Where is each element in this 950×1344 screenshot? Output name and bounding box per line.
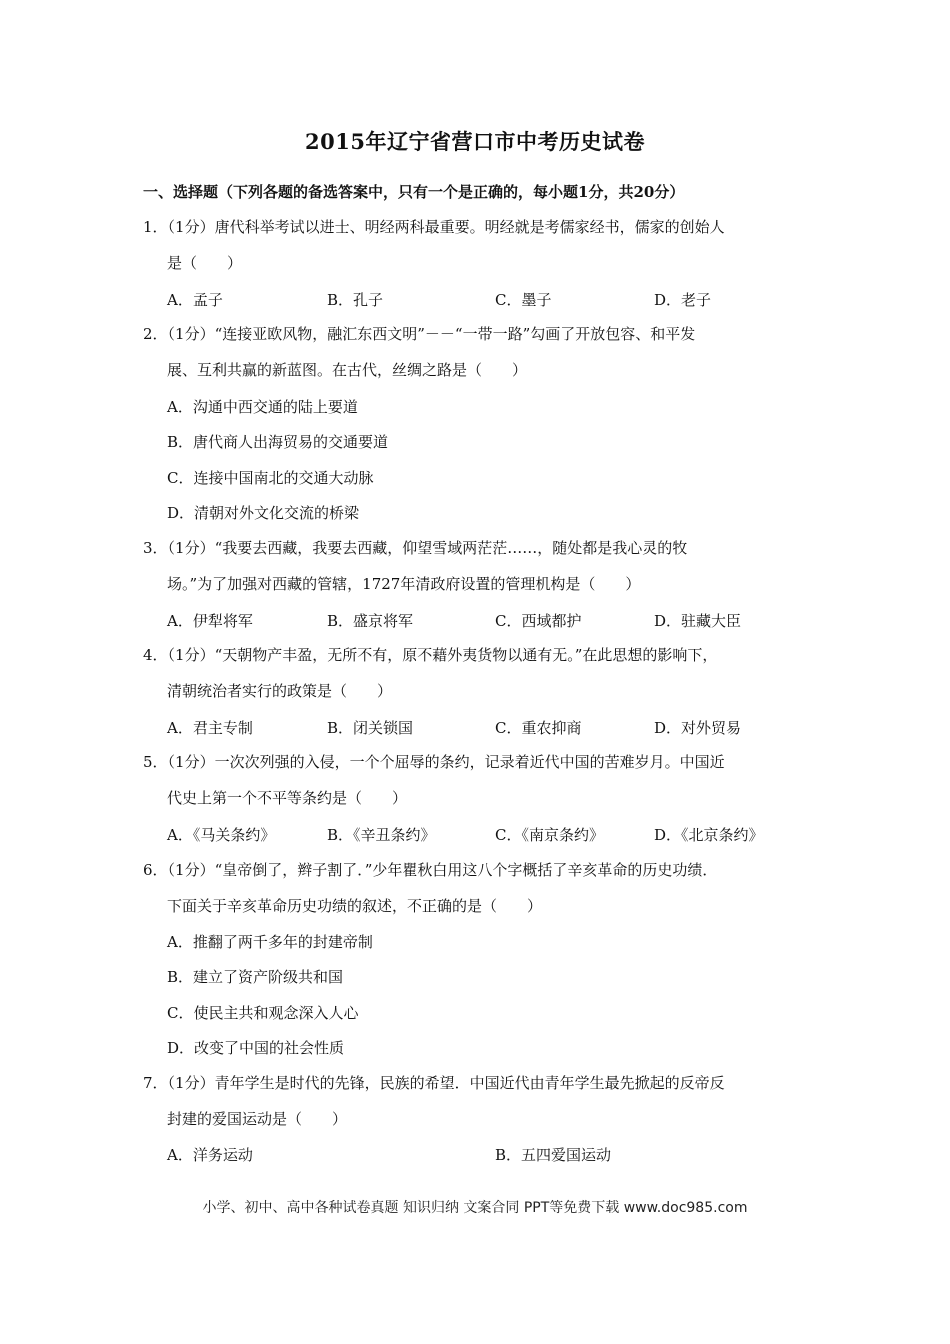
option-d[interactable]: D．改变了中国的社会性质 <box>167 1039 345 1057</box>
question-stem-cont: 是（ ） <box>167 254 243 272</box>
option-b[interactable]: B．盛京将军 <box>327 612 414 630</box>
option-a[interactable]: A．洋务运动 <box>167 1146 253 1164</box>
option-d[interactable]: D．《北京条约》 <box>654 826 764 844</box>
question-stem: 3．（1分）“我要去西藏，我要去西藏，仰望雪域两茫茫……，随处都是我心灵的牧 <box>143 539 688 557</box>
option-c[interactable]: C．连接中国南北的交通大动脉 <box>167 469 374 487</box>
question-stem: 4．（1分）“天朝物产丰盈，无所不有，原不藉外夷货物以通有无。”在此思想的影响下， <box>143 646 718 664</box>
question-4 <box>143 637 823 709</box>
option-b[interactable]: B．孔子 <box>327 291 384 309</box>
question-stem-cont: 清朝统治者实行的政策是（ ） <box>167 682 393 700</box>
option-b[interactable]: B．闭关锁国 <box>327 719 414 737</box>
option-a[interactable]: A．《马关条约》 <box>167 826 276 844</box>
question-2 <box>143 316 823 388</box>
option-b[interactable]: B．唐代商人出海贸易的交通要道 <box>167 433 389 451</box>
question-5 <box>143 744 823 816</box>
page-title: 2015年辽宁省营口市中考历史试卷 <box>305 129 645 154</box>
question-6 <box>143 852 823 924</box>
option-c[interactable]: C．使民主共和观念深入人心 <box>167 1004 359 1022</box>
question-stem-cont: 代史上第一个不平等条约是（ ） <box>167 789 408 807</box>
question-stem-cont: 下面关于辛亥革命历史功绩的叙述，不正确的是（ ） <box>167 897 543 915</box>
question-stem: 2．（1分）“连接亚欧风物，融汇东西文明”－－“一带一路”勾画了开放包容、和平发 <box>143 325 696 343</box>
option-c[interactable]: C．西域都护 <box>495 612 582 630</box>
option-b[interactable]: B．五四爱国运动 <box>495 1146 612 1164</box>
option-d[interactable]: D．对外贸易 <box>654 719 742 737</box>
question-stem-cont: 封建的爱国运动是（ ） <box>167 1110 348 1128</box>
question-1 <box>143 209 823 281</box>
option-d[interactable]: D．老子 <box>654 291 712 309</box>
question-stem-cont: 展、互利共赢的新蓝图。在古代，丝绸之路是（ ） <box>167 361 528 379</box>
option-a[interactable]: A．伊犁将军 <box>167 612 253 630</box>
question-stem-cont: 场。”为了加强对西藏的管辖，1727年清政府设置的管理机构是（ ） <box>167 575 641 593</box>
question-stem: 5．（1分）一次次列强的入侵，一个个屈辱的条约，记录着近代中国的苦难岁月。中国近 <box>143 753 725 771</box>
question-stem: 6．（1分）“皇帝倒了，辫子割了．”少年瞿秋白用这八个字概括了辛亥革命的历史功绩． <box>143 861 718 879</box>
option-c[interactable]: C．重农抑商 <box>495 719 582 737</box>
option-b[interactable]: B．《辛丑条约》 <box>327 826 436 844</box>
option-c[interactable]: C．墨子 <box>495 291 552 309</box>
question-7 <box>143 1065 823 1137</box>
question-stem: 1．（1分）唐代科举考试以进士、明经两科最重要。明经就是考儒家经书，儒家的创始人 <box>143 218 725 236</box>
footer-text: 小学、初中、高中各种试卷真题 知识归纳 文案合同 PPT等免费下载 www.doc985.com <box>202 1200 748 1216</box>
option-d[interactable]: D．清朝对外文化交流的桥梁 <box>167 504 360 522</box>
option-a[interactable]: A．君主专制 <box>167 719 253 737</box>
question-3 <box>143 530 823 602</box>
question-stem: 7．（1分）青年学生是时代的先锋，民族的希望．中国近代由青年学生最先掀起的反帝反 <box>143 1074 725 1092</box>
option-d[interactable]: D．驻藏大臣 <box>654 612 742 630</box>
option-a[interactable]: A．孟子 <box>167 291 223 309</box>
option-b[interactable]: B．建立了资产阶级共和国 <box>167 968 344 986</box>
option-c[interactable]: C．《南京条约》 <box>495 826 604 844</box>
section-heading: 一、选择题（下列各题的备选答案中，只有一个是正确的，每小题1分，共20分） <box>143 183 685 201</box>
option-a[interactable]: A．沟通中西交通的陆上要道 <box>167 398 358 416</box>
option-a[interactable]: A．推翻了两千多年的封建帝制 <box>167 933 373 951</box>
